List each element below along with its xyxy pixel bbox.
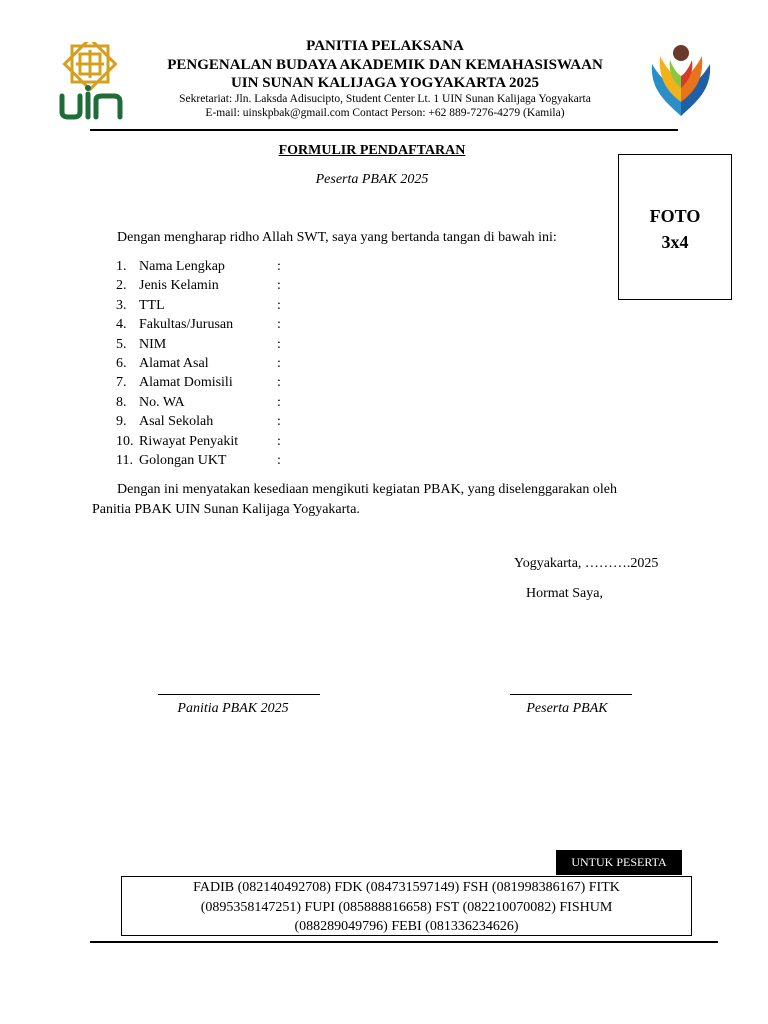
faculty-contacts-line-2: (0895358147251) FUPI (085888816658) FST (082210070082) FISHUM [200,899,613,915]
field-number: 6. [116,355,127,371]
field-number: 2. [116,278,127,294]
form-subtitle: Peserta PBAK 2025 [315,172,429,187]
field-number: 3. [116,297,127,313]
field-number: 1. [116,259,127,274]
pbak-logo [646,42,716,118]
field-fakultas-jurusan[interactable] [116,315,281,334]
field-number: 9. [116,414,127,430]
field-riwayat-penyakit[interactable] [116,432,281,451]
field-colon: : [277,259,281,274]
statement [92,480,692,519]
statement-line-1: Dengan ini menyatakan kesediaan mengikuti kegiatan PBAK, yang diselenggarakan oleh [117,482,617,497]
participant-tag: UNTUK PESERTA [556,850,682,875]
field-colon: : [277,278,281,294]
signer-committee: Panitia PBAK 2025 [177,701,289,716]
field-label: Riwayat Penyakit [139,433,239,449]
field-label: Golongan UKT [139,452,227,468]
field-jenis-kelamin[interactable] [116,276,281,295]
photo-size: 3x4 [661,232,689,252]
uin-logo [58,42,124,120]
field-label: Alamat Asal [139,355,209,371]
field-ttl[interactable] [116,296,281,315]
field-label: NIM [139,336,167,352]
field-colon: : [277,433,281,449]
header-committee: PANITIA PELAKSANA [306,38,464,54]
header-contact: E-mail: uinskpbak@gmail.com Contact Person: +62 889-7276-4279 (Kamila) [205,107,565,119]
field-colon: : [277,336,281,352]
field-label: Jenis Kelamin [139,278,219,294]
field-number: 5. [116,336,127,352]
field-colon: : [277,317,281,333]
field-colon: : [277,375,281,391]
header-university: UIN SUNAN KALIJAGA YOGYAKARTA 2025 [230,75,540,91]
photo-label: FOTO [649,206,701,226]
signature-line-participant [510,694,632,695]
field-number: 7. [116,375,127,391]
field-alamat-domisili[interactable] [116,373,281,392]
field-number: 4. [116,317,127,333]
field-label: TTL [139,297,165,313]
header-divider [90,129,678,131]
field-colon: : [277,297,281,313]
regards: Hormat Saya, [526,586,603,601]
header-address: Sekretariat: Jln. Laksda Adisucipto, Student Center Lt. 1 UIN Sunan Kalijaga Yogyakarta [179,93,591,105]
field-no-wa[interactable] [116,393,281,412]
field-colon: : [277,355,281,371]
faculty-contacts-line-1: FADIB (082140492708) FDK (084731597149) FSH (081998386167) FITK [193,880,620,895]
header-event-name: PENGENALAN BUDAYA AKADEMIK DAN KEMAHASISWAAN [167,57,603,73]
form-title: FORMULIR PENDAFTARAN [278,143,466,158]
field-golongan-ukt[interactable] [116,451,281,470]
statement-line-2: Panitia PBAK UIN Sunan Kalijaga Yogyakarta. [92,501,360,517]
field-list [116,257,281,470]
faculty-contacts-box [121,876,692,936]
footer-divider [90,941,718,943]
field-number: 8. [116,394,127,410]
photo-placeholder [618,154,732,300]
field-colon: : [277,452,281,468]
field-nim[interactable] [116,335,281,354]
field-number: 11. [116,452,133,468]
intro-text: Dengan mengharap ridho Allah SWT, saya yang bertanda tangan di bawah ini: [117,230,557,245]
place-date: Yogyakarta, ……….2025 [514,556,659,571]
field-label: Alamat Domisili [139,375,233,391]
field-asal-sekolah[interactable] [116,412,281,431]
field-alamat-asal[interactable] [116,354,281,373]
field-label: Asal Sekolah [139,414,214,430]
signature-line-committee [158,694,320,695]
field-nama-lengkap[interactable] [116,257,281,276]
signer-participant: Peserta PBAK [526,701,608,716]
field-label: Nama Lengkap [139,259,225,274]
field-label: No. WA [139,394,185,410]
field-colon: : [277,394,281,410]
faculty-contacts-line-3: (088289049796) FEBI (081336234626) [294,919,519,934]
field-label: Fakultas/Jurusan [139,317,234,333]
field-number: 10. [116,433,134,449]
field-colon: : [277,414,281,430]
